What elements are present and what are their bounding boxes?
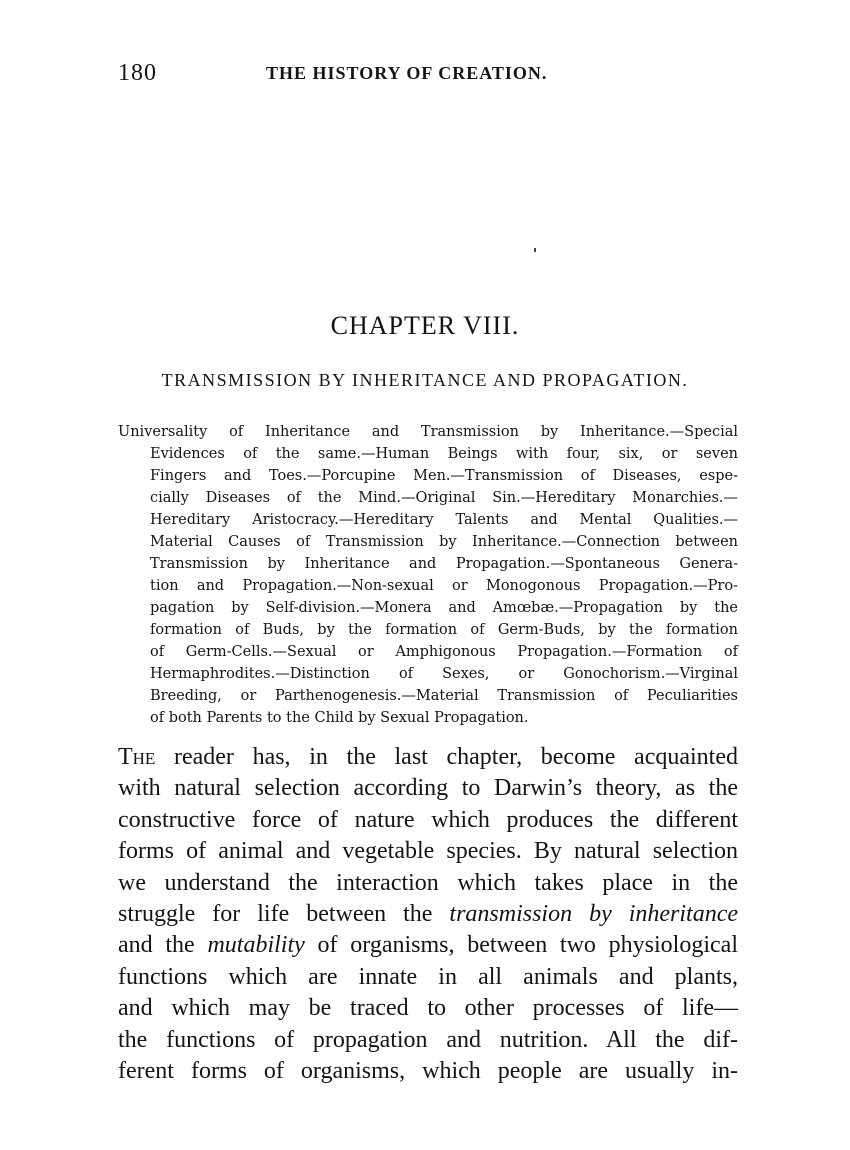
- chapter-heading: CHAPTER VIII.: [330, 311, 520, 340]
- synopsis-line: formation of Buds, by the formation of Germ-Buds, by the formation: [150, 622, 738, 638]
- body-line: and which may be traced to other processes of life—: [118, 995, 738, 1022]
- body-line: we understand the interaction which takes place in the: [118, 869, 738, 896]
- emphasis-transmission: transmission by inheritance: [449, 900, 738, 927]
- emphasis-mutability: mutability: [207, 932, 305, 959]
- chapter-synopsis: [118, 421, 738, 729]
- body-line-text: of organisms, between two physiological: [304, 932, 738, 959]
- body-line-text: reader has, in the last chapter, become acquainted: [155, 744, 738, 770]
- body-line-text: struggle for life between the: [118, 900, 450, 927]
- synopsis-line: Fingers and Toes.—Porcupine Men.—Transmission of Diseases, espe-: [150, 468, 738, 484]
- synopsis-line: Evidences of the same.—Human Beings with four, six, or seven: [150, 446, 738, 462]
- body-line: functions which are innate in all animals and plants,: [118, 963, 738, 990]
- synopsis-line: Hereditary Aristocracy.—Hereditary Talents and Mental Qualities.—: [150, 512, 738, 528]
- synopsis-line: pagation by Self-division.—Monera and Amœbæ.—Propagation by the: [150, 600, 738, 616]
- synopsis-line: cially Diseases of the Mind.—Original Sin.—Hereditary Monarchies.—: [150, 490, 738, 506]
- body-line: with natural selection according to Darwin’s theory, as the: [118, 775, 738, 802]
- print-speck: [534, 248, 536, 252]
- chapter-subtitle: TRANSMISSION BY INHERITANCE AND PROPAGATION.: [161, 370, 689, 390]
- opening-word: The: [118, 744, 156, 770]
- body-line: [118, 742, 738, 773]
- synopsis-line: tion and Propagation.—Non-sexual or Monogonous Propagation.—Pro-: [150, 578, 738, 594]
- page-number: 180: [118, 60, 157, 86]
- body-line: constructive force of nature which produces the different: [118, 806, 738, 833]
- running-head: [118, 60, 738, 90]
- body-line: the functions of propagation and nutrition. All the dif-: [118, 1026, 738, 1053]
- body-line: ferent forms of organisms, which people are usually in-: [118, 1057, 738, 1084]
- body-line: forms of animal and vegetable species. By natural selection: [118, 838, 738, 865]
- synopsis-line: Transmission by Inheritance and Propagation.—Spontaneous Genera-: [150, 556, 738, 572]
- body-line-text: and the: [118, 932, 208, 959]
- synopsis-line: Material Causes of Transmission by Inheritance.—Connection between: [150, 534, 738, 550]
- body-paragraph: [118, 742, 738, 1087]
- synopsis-line: Breeding, or Parthenogenesis.—Material Transmission of Peculiarities: [150, 688, 738, 704]
- synopsis-line: of both Parents to the Child by Sexual Propagation.: [150, 710, 529, 726]
- body-line: [118, 930, 738, 961]
- synopsis-line: of Germ-Cells.—Sexual or Amphigonous Propagation.—Formation of: [150, 644, 738, 660]
- synopsis-line: Universality of Inheritance and Transmission by Inheritance.—Special: [118, 424, 738, 440]
- body-line: [118, 899, 738, 930]
- running-title: THE HISTORY OF CREATION.: [266, 63, 548, 83]
- synopsis-line: Hermaphrodites.—Distinction of Sexes, or Gonochorism.—Virginal: [150, 666, 738, 682]
